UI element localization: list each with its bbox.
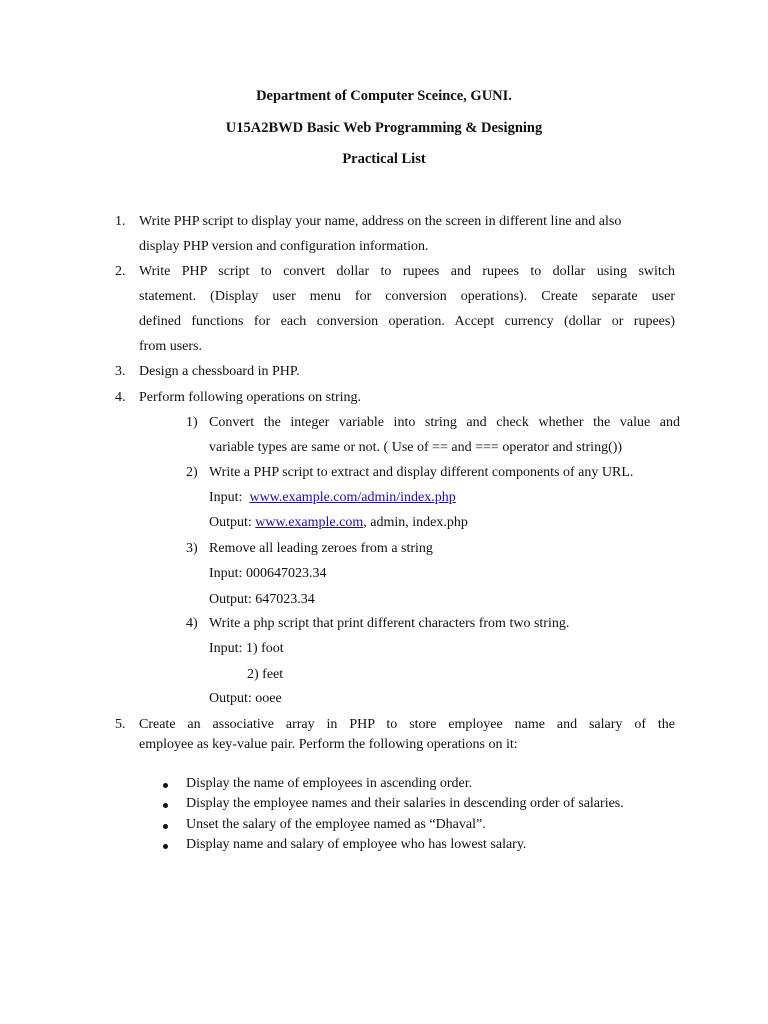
subitem-number: 1) (186, 415, 198, 430)
bullet-item: Display the name of employees in ascending order. (186, 776, 473, 791)
subitem-text: Write a PHP script to extract and display different components of any URL. (209, 465, 634, 480)
output-line: Output: 647023.34 (209, 592, 315, 607)
item-text: Create an associative array in PHP to store employee name and salary of the (139, 717, 675, 732)
bullet-dot (163, 824, 168, 829)
item-text: from users. (139, 339, 202, 354)
input-label: Input: (209, 490, 243, 505)
subitem-number: 3) (186, 541, 198, 556)
page-title: Practical List (342, 151, 426, 167)
item-text: Write PHP script to display your name, address on the screen in different line and also (139, 214, 622, 229)
bullet-dot (163, 783, 168, 788)
item-number: 4. (115, 390, 126, 405)
output-line (209, 515, 468, 531)
item-text: Design a chessboard in PHP. (139, 364, 300, 379)
subitem-text: variable types are same or not. ( Use of == and === operator and string()) (209, 440, 623, 455)
example-domain-link[interactable]: www.example.com (255, 515, 364, 530)
item-number: 5. (115, 717, 126, 732)
department-heading: Department of Computer Sceince, GUNI. (256, 88, 512, 104)
bullet-item: Display name and salary of employee who has lowest salary. (186, 837, 527, 852)
bullet-item: Unset the salary of the employee named as “Dhaval”. (186, 817, 486, 832)
input-line-2: 2) feet (247, 667, 284, 682)
item-number: 2. (115, 264, 126, 279)
subitem-text: Write a php script that print different characters from two string. (209, 616, 570, 631)
item-text: statement. (Display user menu for conversion operations). Create separate user (139, 289, 675, 304)
output-rest: , admin, index.php (363, 515, 468, 530)
input-line: Input: 000647023.34 (209, 566, 327, 581)
item-text: employee as key-value pair. Perform the following operations on it: (139, 737, 518, 752)
course-heading: U15A2BWD Basic Web Programming & Designing (225, 120, 543, 136)
example-url-link[interactable]: www.example.com/admin/index.php (249, 490, 456, 505)
item-text: display PHP version and configuration information. (139, 239, 429, 254)
output-label: Output: (209, 515, 252, 530)
bullet-item: Display the employee names and their salaries in descending order of salaries. (186, 796, 624, 811)
subitem-number: 4) (186, 616, 198, 631)
bullet-dot (163, 844, 168, 849)
item-text: Perform following operations on string. (139, 390, 362, 405)
item-number: 1. (115, 214, 126, 229)
bullet-dot (163, 803, 168, 808)
subitem-text: Convert the integer variable into string and check whether the value and (209, 415, 680, 430)
item-number: 3. (115, 364, 126, 379)
subitem-number: 2) (186, 465, 198, 480)
item-text: defined functions for each conversion operation. Accept currency (dollar or rupees) (139, 314, 675, 329)
input-line: Input: 1) foot (209, 641, 284, 656)
subitem-text: Remove all leading zeroes from a string (209, 541, 433, 556)
item-text: Write PHP script to convert dollar to rupees and rupees to dollar using switch (139, 264, 675, 279)
input-line (209, 490, 456, 506)
output-line: Output: ooee (209, 691, 282, 706)
